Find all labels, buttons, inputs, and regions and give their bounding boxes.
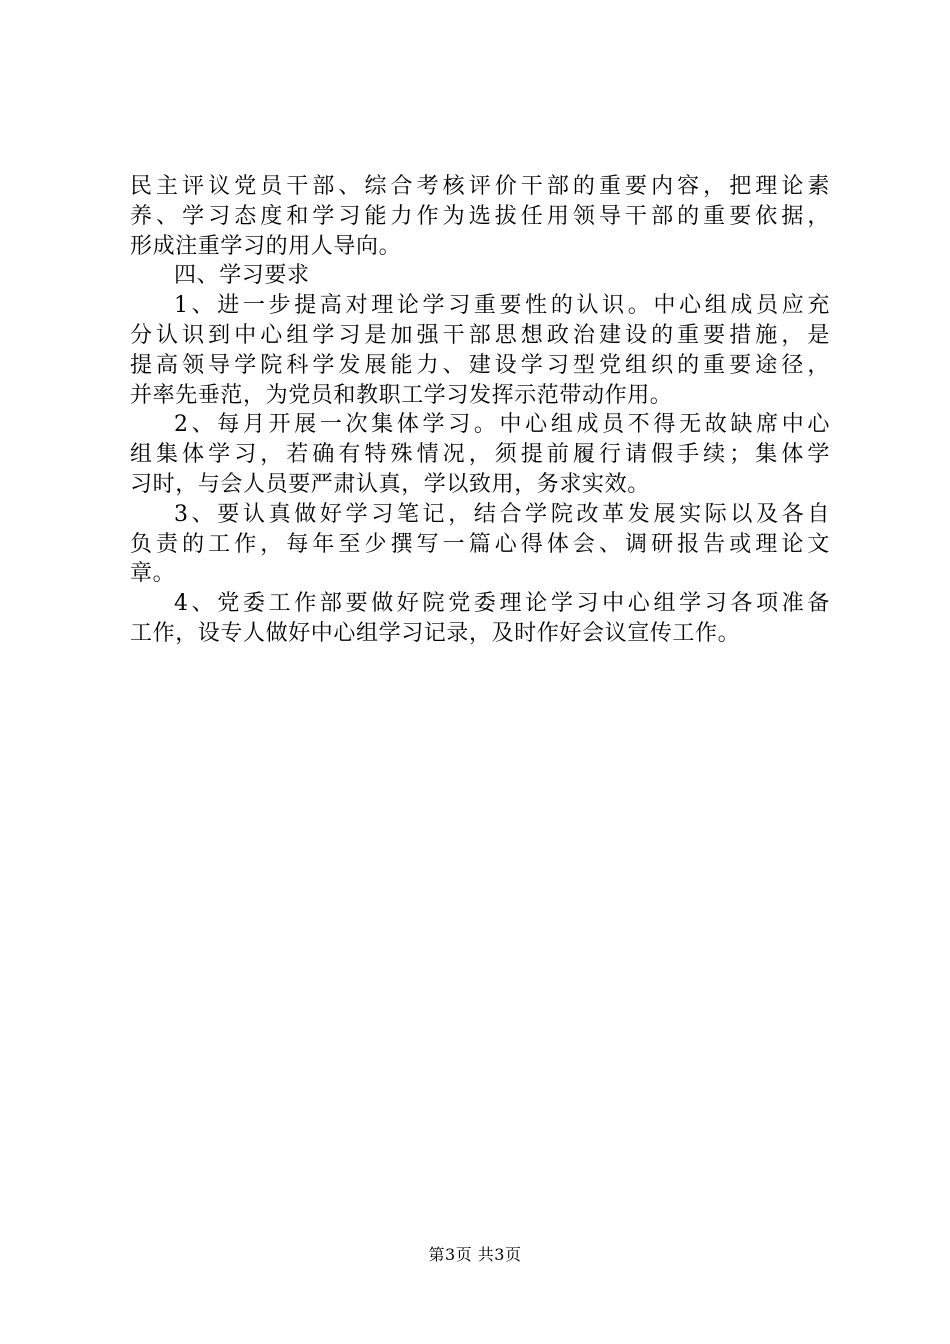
text-line: 形成注重学习的用人导向。: [130, 233, 402, 259]
text-line: 并率先垂范，为党员和教职工学习发挥示范带动作用。: [130, 382, 673, 408]
text-line: 章。: [130, 561, 176, 587]
text-line: 4、党委工作部要做好院党委理论学习中心组学习各项准备: [174, 591, 830, 617]
text-line: 养、学习态度和学习能力作为选拔任用领导干部的重要依据，: [130, 203, 830, 229]
text-line: 组集体学习，若确有特殊情况，须提前履行请假手续；集体学: [130, 442, 830, 468]
text-line: 工作，设专人做好中心组学习记录，及时作好会议宣传工作。: [130, 620, 741, 646]
page-number-footer: 第3页 共3页: [428, 1245, 522, 1264]
section-heading: 四、学习要求: [174, 263, 310, 289]
text-line: 民主评议党员干部、综合考核评价干部的重要内容，把理论素: [130, 174, 830, 199]
text-line: 分认识到中心组学习是加强干部思想政治建设的重要措施，是: [130, 322, 830, 348]
text-line: 3、要认真做好学习笔记，结合学院改革发展实际以及各自: [174, 501, 830, 527]
document-body: [130, 172, 830, 649]
text-line: 提高领导学院科学发展能力、建设学习型党组织的重要途径，: [130, 352, 830, 378]
text-line: 习时，与会人员要严肃认真，学以致用，务求实效。: [130, 471, 650, 497]
text-line: 2、每月开展一次集体学习。中心组成员不得无故缺席中心: [174, 412, 830, 438]
text-line: 1、进一步提高对理论学习重要性的认识。中心组成员应充: [174, 293, 830, 319]
text-line: 负责的工作，每年至少撰写一篇心得体会、调研报告或理论文: [130, 531, 830, 557]
